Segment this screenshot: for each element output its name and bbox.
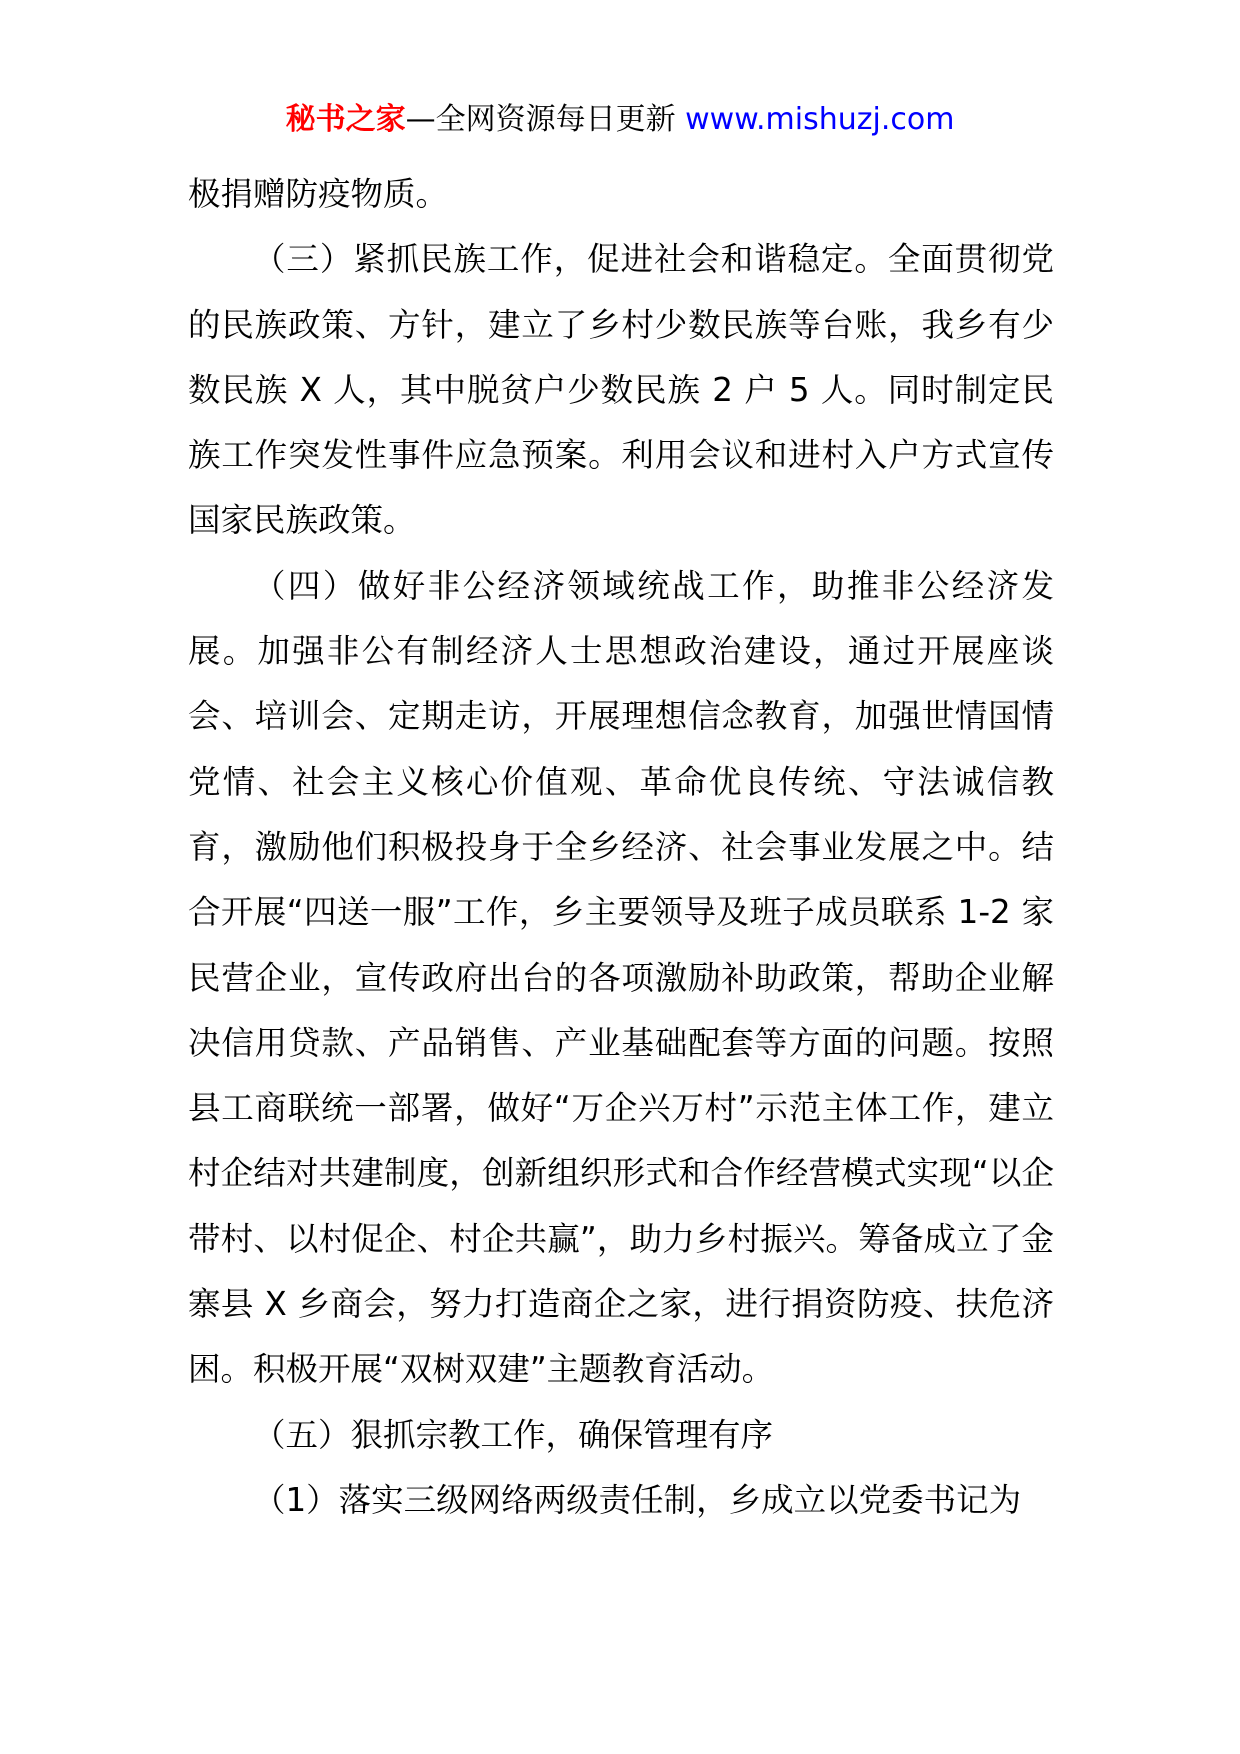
paragraph-section-5-heading: （五）狠抓宗教工作，确保管理有序 <box>253 1415 774 1454</box>
paragraph-section-3-ethnic-work: （三）紧抓民族工作，促进社会和谐稳定。全面贯彻党的民族政策、方针，建立了乡村少数民族等台账，我乡有少数民族 X 人，其中脱贫户少数民族 2 户 5 人。同时制定民族工作突发性事件应急预案。利用会议和进村入户方式宣传国家民族政策。 <box>188 240 1054 540</box>
paragraph-continuation: 极捐赠防疫物质。 <box>188 175 449 213</box>
site-brand: 秘书之家 <box>285 102 406 137</box>
site-url-link[interactable]: www.mishuzj.com <box>685 102 955 137</box>
page-header <box>0 100 1240 140</box>
paragraph-item-1: （1）落实三级网络两级责任制，乡成立以党委书记为 <box>253 1480 1022 1519</box>
site-slogan: —全网资源每日更新 <box>405 102 676 137</box>
document-body <box>188 162 1054 1533</box>
paragraph-section-4-non-public-economy: （四）做好非公经济领域统战工作，助推非公经济发展。加强非公有制经济人士思想政治建设，通过开展座谈会、培训会、定期走访，开展理想信念教育，加强世情国情党情、社会主义核心价值观、革命优良传统、守法诚信教育，激励他们积极投身于全乡经济、社会事业发展之中。结合开展“四送一服”工作，乡主要领导及班子成员联系 1-2 家民营企业，宣传政府出台的各项激励补助政策，帮助企业解决信用贷款、产品销售、产业基础配套等方面的问题。按照县工商联统一部署，做好“万企兴万村”示范主体工作，建立村企结对共建制度，创新组织形式和合作经营模式实现“以企带村、以村促企、村企共赢”，助力乡村振兴。筹备成立了金寨县 X 乡商会，努力打造商企之家，进行捐资防疫、扶危济困。积极开展“双树双建”主题教育活动。 <box>188 566 1054 1389</box>
